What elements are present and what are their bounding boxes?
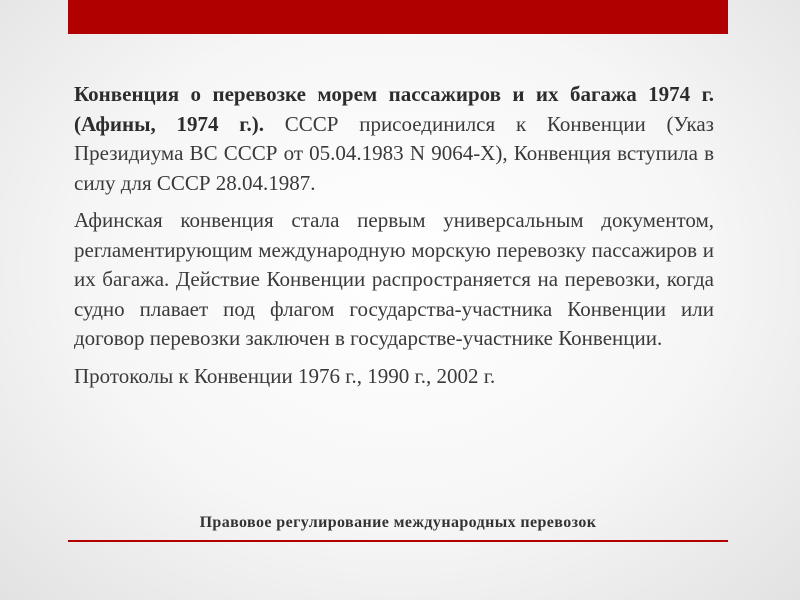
paragraph-protocols [74, 362, 714, 392]
convention-title: Конвенция о перевозке морем пассажиров и их багажа 1974 г. (Афины, 1974 г.). [74, 82, 714, 136]
protocols-text: Протоколы к Конвенции 1976 г., 1990 г., 2002 г. [74, 363, 496, 388]
paragraph-convention [74, 80, 714, 198]
scope-text: Афинская конвенция стала первым универсальным документом, регламентирующим международную морскую перевозку пассажиров и их багажа. Действие Конвенции распространяется на перевозки, когда судно плавает под флагом государства-участника Конвенции или договор перевозки заключен в государстве-участнике Конвенции. [74, 208, 714, 350]
footer-title: Правовое регулирование международных перевозок [199, 514, 597, 531]
paragraph-scope [74, 206, 714, 354]
slide-content [74, 80, 714, 399]
top-accent-bar [68, 0, 728, 34]
footer-divider [68, 540, 728, 542]
convention-details: СССР присоединился к Конвенции (Указ Президиума ВС СССР от 05.04.1983 N 9064-Х), Конвенция вступила в силу для СССР 28.04.1987. [74, 111, 714, 195]
